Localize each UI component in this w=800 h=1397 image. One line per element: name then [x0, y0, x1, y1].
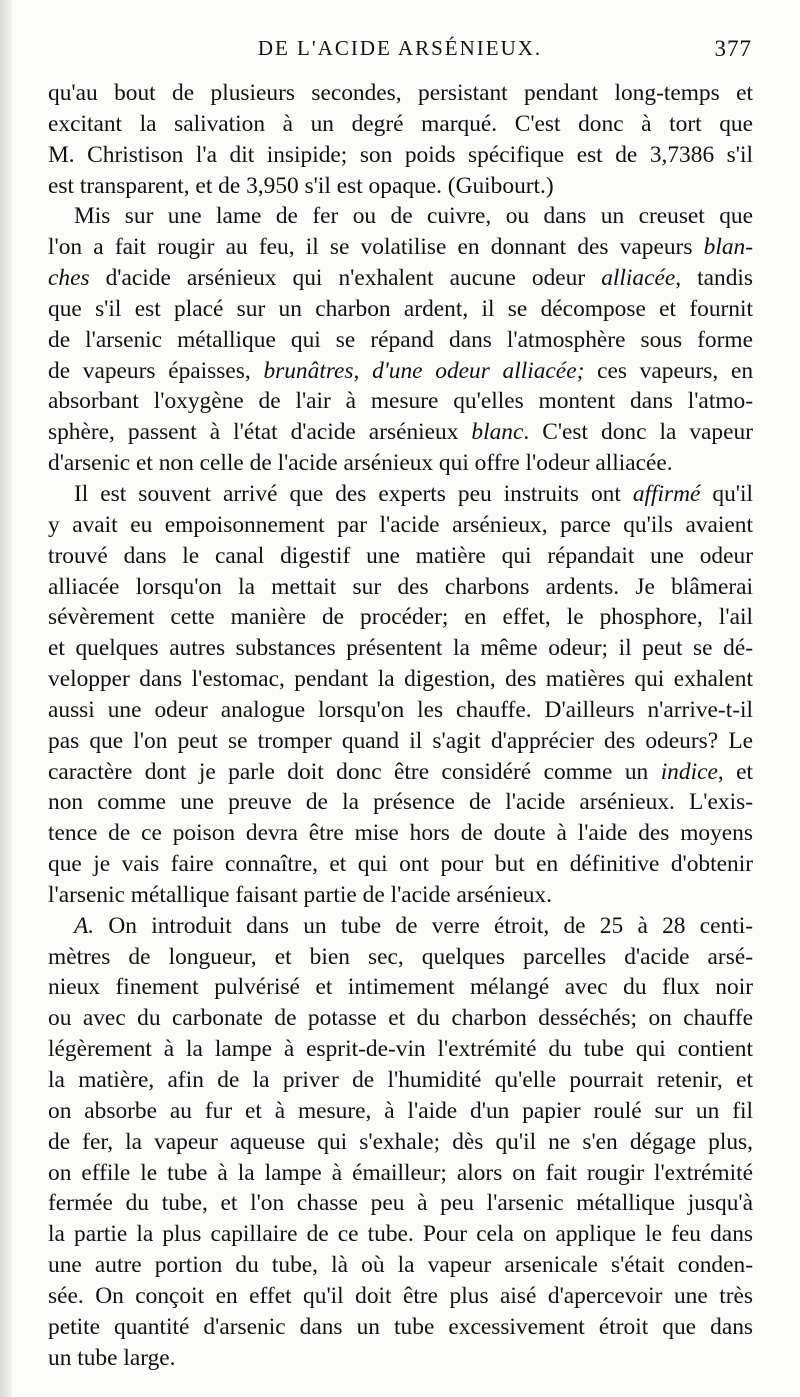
line-text: aussi une odeur analogue lorsqu'on les chauffe. D'ailleurs n'arrive-t-il — [48, 696, 753, 723]
line-text: velopper dans l'estomac, pendant la digestion, des matières qui exhalent — [48, 666, 753, 693]
line-text: de vapeurs épaisses, — [48, 357, 264, 384]
text-line — [48, 787, 753, 818]
text-line — [48, 1219, 753, 1250]
text-line — [48, 386, 753, 417]
line-text: de l'arsenic métallique qui se répand dans l'atmosphère sous forme — [48, 326, 753, 353]
line-text: l'on a fait rougir au feu, il se volatilise en donnant des vapeurs — [48, 234, 704, 261]
line-text: On introduit dans un tube de verre étroit, de 25 à 28 centi- — [94, 912, 753, 939]
line-text: , tandis — [675, 265, 753, 292]
line-text: on absorbe au fur et à mesure, à l'aide d'un papier roulé sur un fil — [48, 1097, 753, 1124]
line-text: nieux finement pulvérisé et intimement mélangé avec du flux noir — [48, 974, 753, 1001]
text-line — [48, 78, 753, 109]
line-text: qu'il — [700, 480, 753, 507]
text-line — [48, 109, 753, 140]
line-text: la partie la plus capillaire de ce tube. Pour cela on applique le feu dans — [48, 1221, 753, 1248]
line-text: de fer, la vapeur aqueuse qui s'exhale; dès qu'il ne s'en dégage plus, — [48, 1128, 753, 1155]
text-line — [48, 479, 753, 510]
text-line — [48, 1188, 753, 1219]
line-text: Mis sur une lame de fer ou de cuivre, ou dans un creuset que — [74, 203, 753, 230]
text-line — [48, 201, 753, 232]
text-line — [48, 171, 753, 202]
line-text: qu'au bout de plusieurs secondes, persistant pendant long-temps et — [48, 80, 753, 106]
running-title-prefix: DE L'ACIDE — [257, 36, 398, 60]
text-line — [48, 294, 753, 325]
text-line — [48, 417, 753, 448]
text-line — [48, 633, 753, 664]
italic-text: brunâtres, d'une odeur alliacée; — [263, 357, 585, 384]
text-line — [48, 602, 753, 633]
italic-text: alliacée — [601, 265, 676, 292]
text-line — [48, 140, 753, 171]
body-text — [48, 78, 753, 1373]
line-text: fermée du tube, et l'on chasse peu à peu l'arsenic métallique jusqu'à — [48, 1190, 753, 1217]
line-text: . C'est donc la vapeur — [523, 419, 753, 446]
text-line — [48, 1096, 753, 1127]
text-line — [48, 1343, 753, 1374]
line-text: sévèrement cette manière de procéder; en effet, le phosphore, l'ail — [48, 604, 753, 631]
line-text: d'arsenic et non celle de l'acide arsénieux qui offre l'odeur alliacée. — [48, 450, 673, 477]
line-text: est transparent, et de 3,950 s'il est opaque. (Guibourt.) — [48, 172, 554, 199]
line-text: sée. On conçoit en effet qu'il doit être plus aisé d'apercevoir une très — [48, 1282, 753, 1309]
line-text: absorbant l'oxygène de l'air à mesure qu'elles montent dans l'atmo- — [48, 388, 753, 415]
text-line — [48, 510, 753, 541]
text-line — [48, 1127, 753, 1158]
text-line — [48, 541, 753, 572]
text-line — [48, 757, 753, 788]
line-text: un tube large. — [48, 1344, 176, 1371]
text-line — [48, 1250, 753, 1281]
line-text: excitant la salivation à un degré marqué. C'est donc à tort que — [48, 110, 753, 137]
text-line — [48, 448, 753, 479]
italic-text: blan- — [703, 234, 753, 261]
line-text: pas que l'on peut se tromper quand il s'agit d'apprécier des odeurs? Le — [48, 727, 753, 754]
line-text: non comme une preuve de la présence de l'acide arsénieux. L'exis- — [48, 789, 753, 816]
line-text: sphère, passent à l'état d'acide arsénieux — [48, 419, 472, 446]
line-text: on effile le tube à la lampe à émailleur; alors on fait rougir l'extrémité — [48, 1159, 753, 1186]
text-line — [48, 1312, 753, 1343]
line-text: petite quantité d'arsenic dans un tube excessivement étroit que dans — [48, 1313, 753, 1340]
text-line — [48, 356, 753, 387]
italic-text: indice — [660, 758, 718, 785]
text-line — [48, 1003, 753, 1034]
text-line — [48, 849, 753, 880]
line-text: ou avec du carbonate de potasse et du charbon desséchés; on chauffe — [48, 1005, 753, 1032]
line-text: que je vais faire connaître, et qui ont pour but en définitive d'obtenir — [48, 851, 753, 878]
line-text: l'arsenic métallique faisant partie de l'acide arsénieux. — [48, 881, 552, 908]
text-line — [48, 232, 753, 263]
text-line — [48, 1281, 753, 1312]
line-text: mètres de longueur, et bien sec, quelques parcelles d'acide arsé- — [48, 943, 753, 970]
page-number: 377 — [714, 36, 752, 61]
line-text: y avait eu empoisonnement par l'acide arsénieux, parce qu'ils avaient — [48, 511, 753, 538]
line-text: caractère dont je parle doit donc être considéré comme un — [48, 758, 661, 785]
text-line — [48, 726, 753, 757]
text-line — [48, 818, 753, 849]
running-head — [48, 36, 752, 66]
running-title-word: ARSÉNIEUX. — [397, 36, 543, 60]
line-text: légèrement à la lampe à esprit-de-vin l'extrémité du tube qui contient — [48, 1036, 753, 1063]
line-text: trouvé dans le canal digestif une matière qui répandait une odeur — [48, 542, 753, 569]
line-text: M. Christison l'a dit insipide; son poids spécifique est de 3,7386 s'il — [48, 141, 753, 168]
text-line — [48, 880, 753, 911]
line-text: la matière, afin de la priver de l'humidité qu'elle pourrait retenir, et — [48, 1067, 753, 1093]
text-line — [48, 942, 753, 973]
italic-text: blanc — [471, 419, 524, 446]
line-text: ces vapeurs, en — [584, 357, 754, 384]
line-text: , et — [717, 758, 754, 785]
line-text: alliacée lorsqu'on la mettait sur des charbons ardents. Je blâmerai — [48, 573, 753, 600]
italic-text: A. — [74, 912, 95, 939]
text-line — [48, 972, 753, 1003]
running-title — [48, 36, 752, 61]
text-line — [48, 1065, 753, 1096]
text-line — [48, 325, 753, 356]
text-line — [48, 263, 753, 294]
text-line — [48, 572, 753, 603]
italic-text: ches — [48, 265, 90, 292]
text-line — [48, 664, 753, 695]
italic-text: affirmé — [632, 480, 701, 507]
page-edge-shadow — [0, 0, 12, 1397]
line-text: et quelques autres substances présentent la même odeur; il peut se dé- — [48, 635, 753, 662]
text-line — [48, 911, 753, 942]
line-text: d'acide arsénieux qui n'exhalent aucune odeur — [89, 265, 602, 292]
line-text: tence de ce poison devra être mise hors de doute à l'aide des moyens — [48, 820, 753, 847]
line-text: Il est souvent arrivé que des experts peu instruits ont — [74, 480, 633, 507]
line-text: une autre portion du tube, là où la vapeur arsenicale s'était conden- — [48, 1252, 753, 1279]
text-line — [48, 1034, 753, 1065]
text-line — [48, 695, 753, 726]
line-text: que s'il est placé sur un charbon ardent, il se décompose et fournit — [48, 295, 753, 322]
text-line — [48, 1158, 753, 1189]
